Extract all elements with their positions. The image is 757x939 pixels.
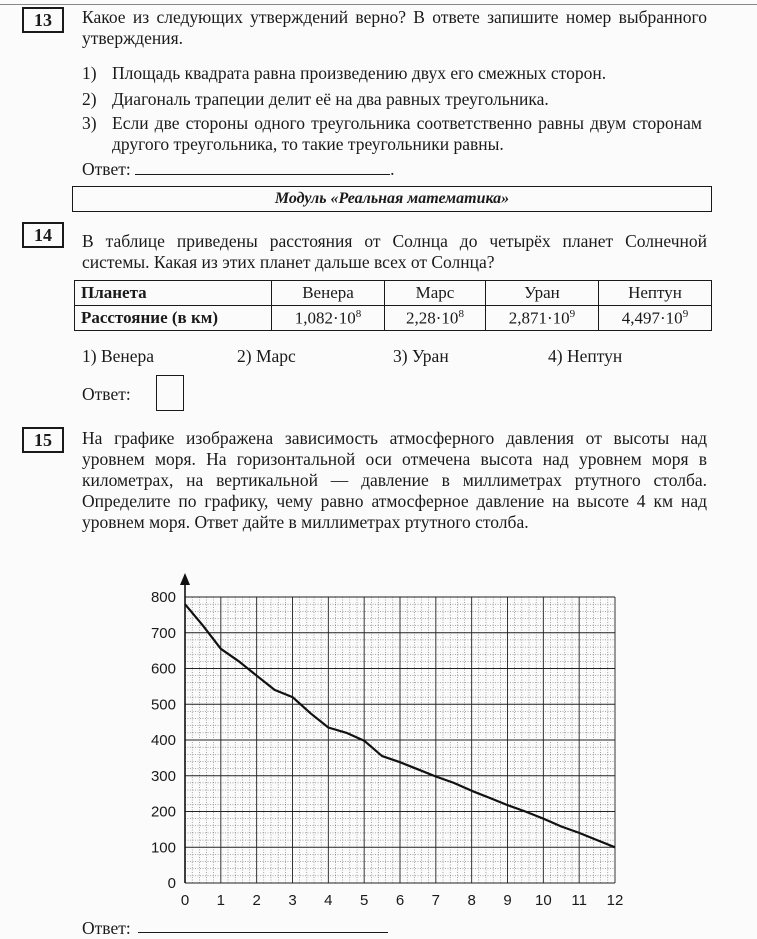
y-tick-label: 400 — [150, 732, 176, 749]
q13-answer-period: . — [390, 159, 395, 179]
q13-answer-label: Ответ: — [82, 159, 131, 179]
q14-answer-box[interactable] — [156, 375, 184, 411]
planet-cell: Марс — [385, 281, 486, 306]
question-14-number: 14 — [22, 222, 64, 248]
q13-option-2-number: 2) — [82, 89, 97, 109]
q14-answer-label: Ответ: — [82, 384, 131, 404]
x-tick-label: 3 — [288, 892, 297, 909]
distance-base: ·10 — [435, 308, 459, 328]
distance-exponent: 8 — [458, 307, 464, 320]
row-header-distance: Расстояние (в км) — [75, 306, 272, 331]
distance-cell — [272, 306, 385, 331]
distance-mantissa: 1,082 — [294, 308, 334, 328]
q14-choice-1[interactable]: 1) Венера — [82, 346, 155, 366]
y-axis-arrow — [180, 573, 190, 585]
distance-exponent: 8 — [355, 307, 362, 320]
q13-option-1-text: Площадь квадрата равна произведению двух его смежных сторон. — [112, 63, 607, 83]
y-tick-label: 700 — [150, 624, 176, 642]
q13-answer-field[interactable] — [135, 160, 390, 175]
q13-option-1-number: 1) — [82, 63, 97, 83]
q13-answer-row — [82, 159, 707, 180]
top-rule — [0, 4, 757, 5]
q15-answer-label: Ответ: — [82, 918, 131, 938]
x-tick-label: 7 — [431, 892, 441, 909]
planet-cell: Уран — [485, 281, 598, 306]
x-tick-label: 4 — [324, 892, 333, 909]
q14-choice-3[interactable]: 3) Уран — [393, 346, 449, 366]
y-tick-label: 300 — [150, 767, 176, 785]
x-tick-label: 11 — [571, 892, 587, 909]
distance-cell — [598, 306, 711, 331]
table-row-planets — [75, 281, 712, 306]
distance-mantissa: 2,28 — [406, 308, 436, 328]
row-header-planet: Планета — [75, 281, 272, 306]
x-tick-label: 2 — [252, 892, 261, 909]
x-tick-label: 9 — [503, 892, 512, 909]
x-tick-label: 8 — [467, 892, 476, 909]
distance-cell — [485, 306, 598, 331]
x-tick-label: 6 — [395, 892, 405, 909]
y-tick-label: 100 — [150, 839, 176, 857]
table-row-distances — [75, 306, 712, 331]
q13-option-1[interactable] — [82, 63, 707, 84]
question-13-text: Какое из следующих утверждений верно? В ответе запишите номер выбранного утверждения. — [82, 7, 707, 48]
distance-exponent: 9 — [682, 307, 689, 320]
question-13-number: 13 — [22, 7, 64, 33]
q14-choice-2[interactable]: 2) Марс — [237, 346, 296, 366]
y-tick-label: 0 — [167, 875, 176, 892]
x-tick-label: 1 — [216, 892, 226, 909]
y-tick-label: 500 — [150, 696, 176, 714]
distance-base: ·10 — [546, 308, 570, 328]
q14-choice-4[interactable]: 4) Нептун — [548, 346, 623, 366]
distance-base: ·10 — [333, 308, 356, 328]
axes — [180, 573, 190, 883]
q13-option-3-number: 3) — [82, 113, 97, 133]
planet-cell: Венера — [272, 281, 385, 306]
x-tick-label: 0 — [180, 892, 190, 909]
q15-answer-line[interactable] — [138, 932, 388, 933]
q13-option-2[interactable] — [82, 89, 707, 110]
x-tick-label: 10 — [534, 892, 552, 909]
question-15-text: На графике изображена зависимость атмосферного давления от высоты над уровнем моря. На горизонтальной оси отмечена высота над уровнем моря в километрах, на вертикальной — давление в миллиметрах ртутного столба. Определите по графику, чему равно атмосферное давление на высоте 4 км над уровнем моря. Ответ дайте в миллиметрах ртутного столба. — [82, 428, 707, 532]
distance-mantissa: 2,871 — [508, 308, 547, 328]
distance-mantissa: 4,497 — [621, 308, 661, 328]
distance-cell — [385, 306, 486, 331]
distance-exponent: 9 — [569, 307, 576, 320]
x-tick-label: 5 — [359, 892, 369, 909]
y-tick-label: 800 — [150, 589, 176, 606]
module-title: Модуль «Реальная математика» — [72, 186, 712, 212]
pressure-altitude-chart — [130, 565, 640, 915]
tick-labels — [151, 589, 623, 909]
y-tick-label: 600 — [150, 660, 176, 678]
question-15-number: 15 — [22, 427, 64, 453]
planet-cell: Нептун — [598, 281, 711, 306]
x-tick-label: 12 — [606, 892, 624, 909]
question-14-text: В таблице приведены расстояния от Солнца до четырёх планет Солнечной системы. Какая из этих планет дальше всех от Солнца? — [82, 231, 707, 272]
q13-option-2-text: Диагональ трапеции делит её на два равных треугольника. — [112, 89, 549, 109]
distance-table — [74, 280, 712, 331]
q13-option-3-text: Если две стороны одного треугольника соответственно равны двум сторонам другого треугольника, то такие треугольники равны. — [112, 113, 702, 154]
distance-base: ·10 — [660, 308, 683, 328]
q13-option-3[interactable] — [82, 113, 707, 155]
y-tick-label: 200 — [150, 803, 176, 821]
